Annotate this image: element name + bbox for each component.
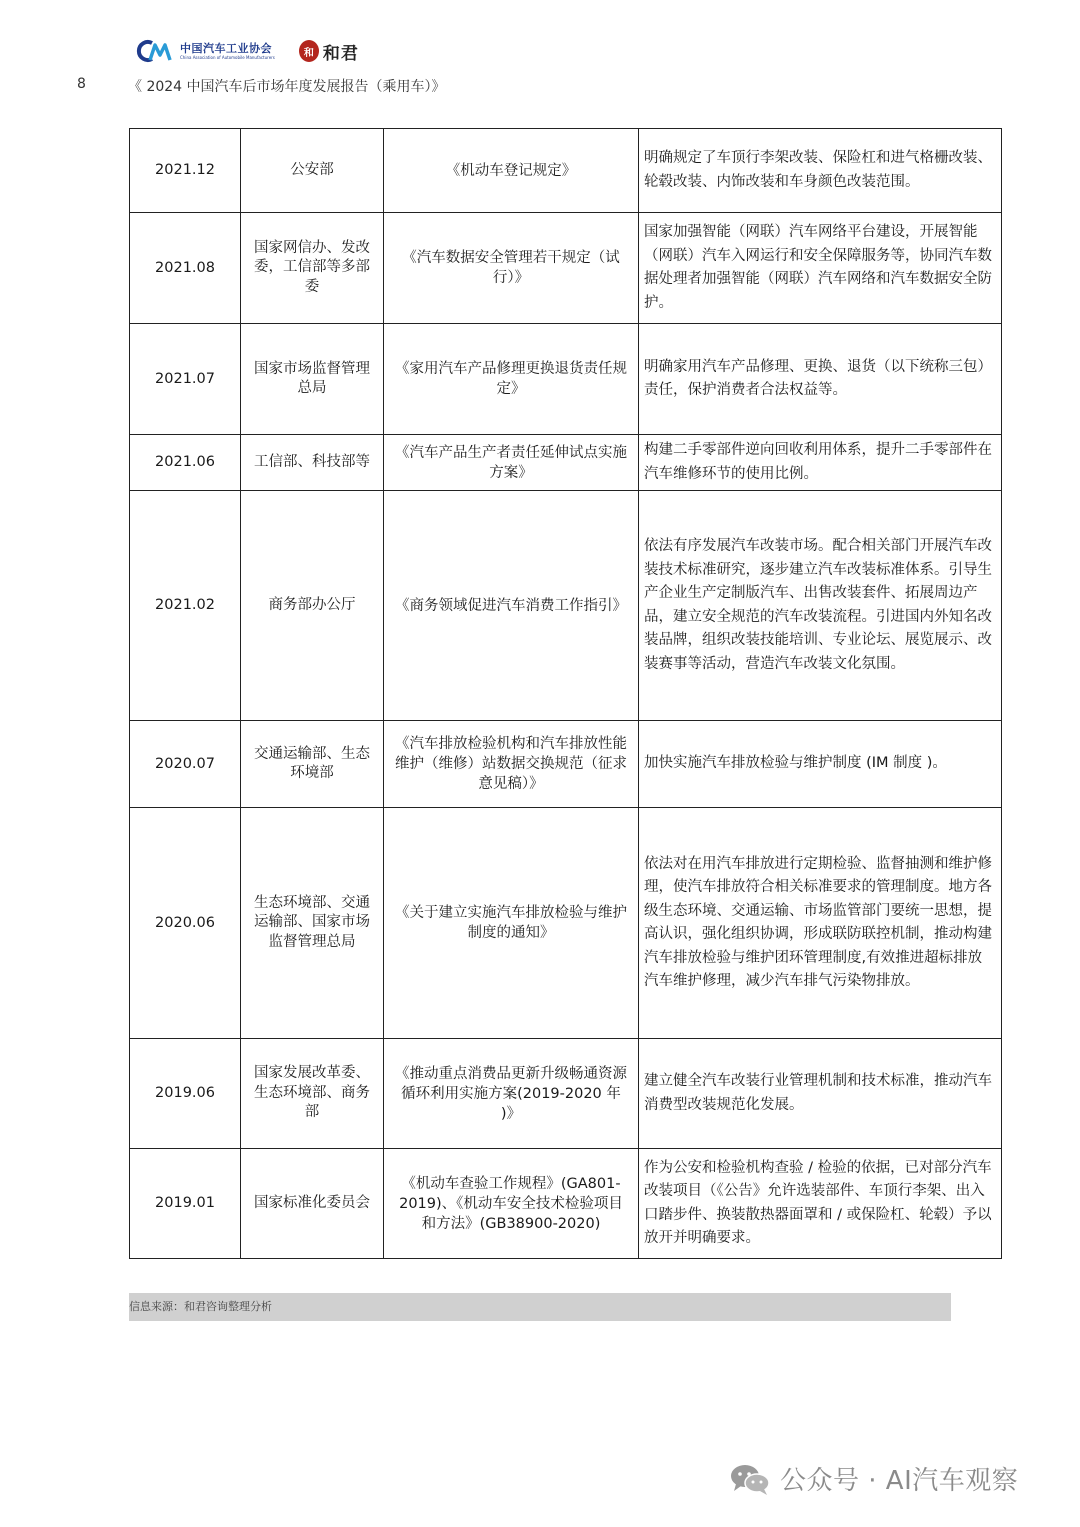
content-cell: 加快实施汽车排放检验与维护制度 (IM 制度 )。: [639, 721, 1002, 808]
document-cell: 《机动车登记规定》: [384, 129, 639, 213]
hejun-seal-icon: 和: [299, 40, 319, 62]
caam-logo: [136, 38, 275, 64]
watermark-text: 公众号 · AI汽车观察: [780, 1466, 1019, 1496]
date-cell: 2020.07: [130, 721, 241, 808]
table-row: [130, 1149, 1002, 1259]
caam-name-en: China Association of Automobile Manufacturers: [180, 54, 275, 60]
date-cell: 2020.06: [130, 808, 241, 1039]
document-title: 《 2024 中国汽车后市场年度发展报告（乘用车）》: [128, 79, 446, 95]
content-cell: 依法有序发展汽车改装市场。配合相关部门开展汽车改装技术标准研究，逐步建立汽车改装标准体系。引导生产企业生产定制版汽车、出售改装套件、拓展周边产品，建立安全规范的汽车改装流程。引进国内外知名改装品牌，组织改装技能培训、专业论坛、展览展示、改装赛事等活动，营造汽车改装文化氛围。: [639, 491, 1002, 721]
document-cell: 《商务领域促进汽车消费工作指引》: [384, 491, 639, 721]
document-cell: 《推动重点消费品更新升级畅通资源循环利用实施方案(2019-2020 年 )》: [384, 1039, 639, 1149]
document-cell: 《汽车数据安全管理若干规定（试行）》: [384, 213, 639, 324]
content-cell: 作为公安和检验机构查验 / 检验的依据，已对部分汽车改装项目（《公告》允许选装部件、车顶行李架、出入口踏步件、换装散热器面罩和 / 或保险杠、轮毂）予以放开并明确要求。: [639, 1149, 1002, 1259]
table-row: [130, 721, 1002, 808]
table-row: [130, 491, 1002, 721]
table-row: [130, 435, 1002, 491]
source-note: 信息来源：和君咨询整理分析: [129, 1300, 272, 1313]
policy-table: [129, 128, 1002, 1259]
table-row: [130, 1039, 1002, 1149]
date-cell: 2021.12: [130, 129, 241, 213]
date-cell: 2021.02: [130, 491, 241, 721]
content-cell: 构建二手零部件逆向回收利用体系，提升二手零部件在汽车维修环节的使用比例。: [639, 435, 1002, 491]
document-cell: 《机动车查验工作规程》(GA801-2019)、《机动车安全技术检验项目和方法》(GB38900-2020): [384, 1149, 639, 1259]
document-cell: 《汽车产品生产者责任延伸试点实施方案》: [384, 435, 639, 491]
date-cell: 2019.06: [130, 1039, 241, 1149]
department-cell: 国家发展改革委、生态环境部、商务部: [241, 1039, 384, 1149]
caam-name-cn: 中国汽车工业协会: [180, 41, 272, 55]
content-cell: 依法对在用汽车排放进行定期检验、监督抽测和维护修理，使汽车排放符合相关标准要求的管理制度。地方各级生态环境、交通运输、市场监管部门要统一思想，提高认识，强化组织协调，形成联防联控机制，推动构建汽车排放检验与维护团环管理制度,有效推进超标排放汽车维护修理，减少汽车排气污染物排放。: [639, 808, 1002, 1039]
content-cell: 明确家用汽车产品修理、更换、退货（以下统称三包）责任，保护消费者合法权益等。: [639, 324, 1002, 435]
content-cell: 明确规定了车顶行李架改装、保险杠和进气格栅改装、轮毂改装、内饰改装和车身颜色改装范围。: [639, 129, 1002, 213]
department-cell: 国家网信办、发改委，工信部等多部委: [241, 213, 384, 324]
date-cell: 2019.01: [130, 1149, 241, 1259]
header-logos: [136, 36, 359, 66]
date-cell: 2021.08: [130, 213, 241, 324]
document-cell: 《家用汽车产品修理更换退货责任规定》: [384, 324, 639, 435]
content-cell: 建立健全汽车改装行业管理机制和技术标准，推动汽车消费型改装规范化发展。: [639, 1039, 1002, 1149]
table-row: [130, 324, 1002, 435]
department-cell: 生态环境部、交通运输部、国家市场监督管理总局: [241, 808, 384, 1039]
caam-logo-icon: [136, 38, 176, 64]
document-cell: 《汽车排放检验机构和汽车排放性能维护（维修）站数据交换规范（征求意见稿）》: [384, 721, 639, 808]
table-row: [130, 808, 1002, 1039]
hejun-logo: [299, 39, 359, 64]
page-number: 8: [77, 76, 86, 92]
department-cell: 公安部: [241, 129, 384, 213]
source-bar: [129, 1293, 951, 1321]
watermark: [728, 1460, 1018, 1497]
department-cell: 国家标准化委员会: [241, 1149, 384, 1259]
department-cell: 国家市场监督管理总局: [241, 324, 384, 435]
department-cell: 交通运输部、生态环境部: [241, 721, 384, 808]
table-row: [130, 129, 1002, 213]
date-cell: 2021.06: [130, 435, 241, 491]
content-cell: 国家加强智能（网联）汽车网络平台建设，开展智能（网联）汽车入网运行和安全保障服务等，协同汽车数据处理者加强智能（网联）汽车网络和汽车数据安全防护。: [639, 213, 1002, 324]
department-cell: 商务部办公厅: [241, 491, 384, 721]
hejun-name: 和君: [322, 43, 359, 64]
department-cell: 工信部、科技部等: [241, 435, 384, 491]
wechat-icon: [728, 1462, 772, 1496]
document-cell: 《关于建立实施汽车排放检验与维护制度的通知》: [384, 808, 639, 1039]
date-cell: 2021.07: [130, 324, 241, 435]
table-row: [130, 213, 1002, 324]
